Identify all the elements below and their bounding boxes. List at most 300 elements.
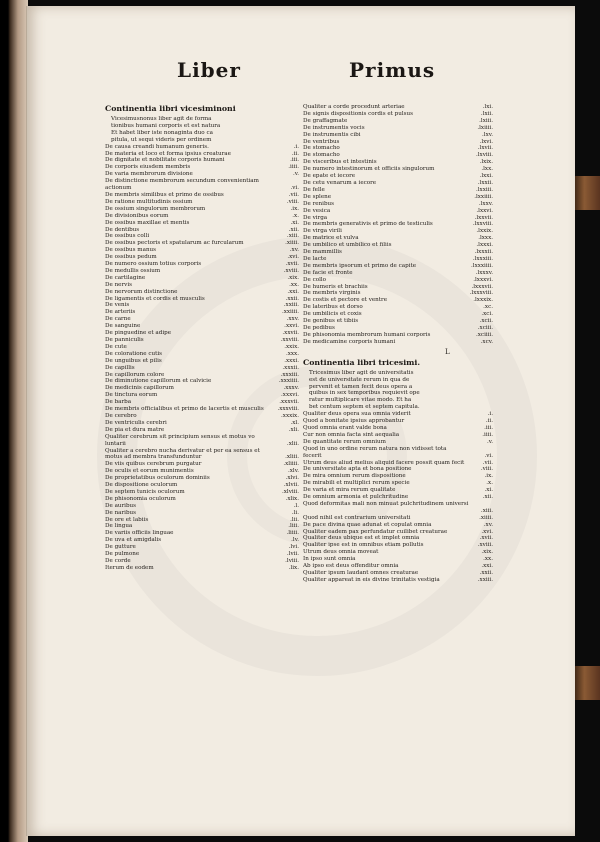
toc-entry [303, 563, 493, 570]
toc-entry-number: .xxxv. [283, 385, 299, 392]
toc-entry-number: .lxxix. [476, 228, 493, 235]
toc-entry [303, 132, 493, 139]
toc-entry-number: .liiii. [286, 530, 299, 537]
toc-entry [105, 358, 299, 365]
toc-entry-title: motus ad membra transfunduntur [105, 454, 202, 461]
toc-entry [105, 254, 299, 261]
toc-entry-title: Quod nihil est contrarium universitati [303, 514, 411, 521]
toc-entry-number: .ii. [291, 150, 299, 157]
toc-entry [105, 392, 299, 399]
toc-entry-title: De pedibus [303, 325, 335, 331]
toc-entry-number: .xvii. [285, 261, 299, 268]
toc-entry-number: .xiii. [480, 507, 493, 514]
toc-entry-title: De divisionibus eorum [105, 212, 169, 219]
toc-entry-number: .lxxviii. [472, 221, 493, 228]
toc-entry-number: .lxvi. [479, 138, 493, 145]
toc-entry-title: De cetu venarum a iecore [303, 179, 377, 186]
toc-entry-title: De auribus [105, 502, 137, 509]
toc-entry-title: De pia et dura matre [105, 426, 165, 433]
toc-entry [105, 558, 299, 565]
toc-entry [303, 432, 493, 439]
toc-entry [105, 192, 299, 199]
toc-entry [105, 517, 299, 524]
toc-entry [105, 233, 299, 240]
right-column-entries-2 [303, 411, 493, 584]
toc-entry-number: .xi. [484, 487, 493, 494]
toc-entry-number: .iiii. [288, 164, 299, 171]
toc-entry-title: De epate et iecore [303, 173, 356, 180]
toc-entry-number: .xli. [288, 426, 299, 433]
toc-entry [105, 523, 299, 530]
toc-entry [105, 385, 299, 392]
toc-entry-number: .vi. [290, 185, 299, 192]
toc-entry-title: De nervis [105, 281, 132, 288]
toc-entry [303, 221, 493, 228]
toc-entry [105, 510, 299, 517]
toc-entry-title: De facie et fronte [303, 269, 353, 276]
toc-entry-number: .lxxv. [478, 200, 493, 207]
toc-entry [303, 215, 493, 222]
toc-entry [303, 425, 493, 432]
toc-entry [105, 351, 299, 358]
toc-entry [303, 111, 493, 118]
intro-line: pitula, ut sequi videris per ordinem [111, 136, 212, 143]
toc-entry-title: De ventribus [303, 138, 340, 145]
toc-entry-number: .iii. [290, 157, 299, 164]
toc-entry-number: .iiii. [482, 431, 493, 438]
toc-entry [303, 152, 493, 159]
toc-entry-title: Ab ipso est deus offenditur omnia [303, 563, 399, 570]
toc-entry-title: De humeris et brachiis [303, 283, 368, 290]
toc-entry [303, 515, 493, 522]
intro-line: ratur multiplicare vitae modo. Et ha [309, 397, 412, 404]
toc-entry-number [296, 434, 299, 441]
section-mark: L [445, 347, 450, 356]
right-column-heading: Continentia libri tricesimi. [303, 357, 421, 367]
toc-entry [303, 473, 493, 480]
binding-strap-top [574, 176, 600, 210]
toc-entry [105, 178, 299, 185]
toc-entry-title: De membris virginis [303, 290, 361, 297]
toc-entry [303, 242, 493, 249]
toc-entry-title: De ossibus maxillae et mentis [105, 219, 190, 226]
toc-entry-title: Quod in uno ordine rerum natura non vidisset tota [303, 445, 447, 452]
toc-entry-title: De collo [303, 276, 327, 283]
toc-entry-title: De ventriculis cerebri [105, 419, 167, 426]
toc-entry-title: De ore et labiis [105, 516, 149, 523]
toc-entry-title: Utrum deus aliud melius aliquid facere possit quam fecit [303, 459, 465, 466]
left-column-intro [105, 116, 299, 144]
toc-entry [105, 268, 299, 275]
toc-entry-title: De stomacho [303, 145, 340, 152]
right-column-intro [303, 370, 493, 411]
toc-entry-number: .xiiii. [479, 514, 493, 521]
toc-entry-number [490, 446, 493, 453]
toc-entry [303, 556, 493, 563]
toc-entry-title: De cerebro [105, 412, 137, 419]
toc-entry-number: .xcv. [480, 338, 493, 345]
toc-entry-number: .lvi. [288, 544, 299, 551]
toc-entry-number: .xviii. [477, 542, 493, 549]
toc-entry [105, 171, 299, 178]
toc-entry-title: De mira omnium rerum dispositione [303, 473, 406, 480]
toc-entry-number: .xiiii. [285, 240, 299, 247]
toc-entry-title: De medicinis capillorum [105, 385, 174, 392]
toc-entry-title: De ossibus pectoris et spatularum ac furcularum [105, 240, 244, 247]
toc-entry-number: .xcii. [479, 318, 493, 325]
toc-entry-number: .lxxxix. [473, 297, 493, 304]
toc-entry [303, 318, 493, 325]
toc-entry-number: .xxi. [287, 288, 299, 295]
toc-entry-number: .lxii. [480, 110, 493, 117]
toc-entry-title: De corporis eiusdem membris [105, 164, 191, 171]
toc-entry [303, 508, 493, 515]
toc-entry-number: .xxxii. [282, 364, 299, 371]
toc-entry-title: De lingua [105, 523, 133, 530]
toc-entry-title: De barba [105, 399, 132, 406]
toc-entry-title: Qualiter appareat in eis divine trinitatis vestigia [303, 576, 440, 583]
toc-entry-number: .xxxvi. [281, 392, 299, 399]
toc-entry-number [490, 501, 493, 508]
toc-entry-number: .l. [293, 502, 299, 509]
toc-entry [105, 454, 299, 461]
toc-entry [105, 399, 299, 406]
toc-entry [303, 297, 493, 304]
toc-entry-title: De proprietatibus oculorum dominiis [105, 475, 210, 482]
toc-entry-number: .xxix. [284, 343, 299, 350]
toc-entry-number: .xl. [290, 419, 299, 426]
toc-entry-number: .xxi. [481, 563, 493, 570]
toc-entry [105, 213, 299, 220]
toc-entry [105, 185, 299, 192]
toc-entry [303, 166, 493, 173]
toc-entry [105, 482, 299, 489]
toc-entry-title: De dignitate et nobilitate corporis humani [105, 157, 225, 164]
toc-entry [105, 503, 299, 510]
toc-entry-title: De pulmone [105, 551, 140, 558]
toc-entry-number [296, 178, 299, 185]
toc-entry [105, 468, 299, 475]
toc-entry-number: .xliiii. [283, 461, 299, 468]
toc-entry-title: De variis officiis linguae [105, 530, 174, 537]
toc-entry-number: .i. [293, 143, 299, 150]
toc-entry [105, 344, 299, 351]
toc-entry [105, 475, 299, 482]
toc-entry-number: .xxiii. [477, 576, 493, 583]
toc-entry-title: In ipso sunt omnia [303, 556, 356, 563]
toc-entry [303, 187, 493, 194]
toc-entry-title: Quod a bonitate ipsius approbantur [303, 418, 405, 425]
toc-entry-number: .xv. [483, 521, 493, 528]
toc-entry-title: De corde [105, 558, 131, 564]
toc-entry-title: De coloratione cutis [105, 350, 162, 357]
toc-entry-title: De instrumentis cibi [303, 131, 361, 138]
toc-entry [105, 220, 299, 227]
toc-entry-title: De materia et loco et forma ipsius creaturae [105, 150, 231, 157]
toc-entry [303, 480, 493, 487]
toc-entry [303, 235, 493, 242]
toc-entry-title: De medicamine corporis humani [303, 338, 396, 345]
toc-entry [303, 529, 493, 536]
toc-entry [303, 418, 493, 425]
toc-entry-number: .xxxiiii. [278, 378, 299, 385]
running-head-right: Primus [349, 58, 436, 82]
toc-entry [105, 316, 299, 323]
toc-entry [303, 270, 493, 277]
toc-entry [303, 570, 493, 577]
toc-entry [303, 249, 493, 256]
toc-entry-number: .lv. [291, 537, 299, 544]
toc-entry-title: De septem tunicis oculorum [105, 488, 185, 495]
toc-entry-number: .viii. [286, 198, 299, 205]
toc-entry [105, 227, 299, 234]
toc-entry-title: De vesica [303, 207, 331, 214]
toc-entry-title: De panniculis [105, 337, 144, 343]
toc-entry-title: De matrice et vulva [303, 235, 359, 242]
toc-entry [105, 427, 299, 434]
toc-entry [303, 446, 493, 453]
toc-entry-number: .xiii. [286, 233, 299, 240]
toc-entry [303, 332, 493, 339]
toc-entry-number: .lxxvii. [474, 214, 493, 221]
toc-entry-number: .v. [486, 438, 493, 445]
toc-entry-title: De dispositione oculorum [105, 482, 178, 489]
toc-entry-title: Qualiter deus opera sua omnia viderit [303, 411, 411, 418]
toc-entry-title: De mammillis [303, 249, 342, 256]
toc-entry-title: De ossibus colli [105, 233, 150, 240]
toc-entry-number: .vi. [484, 452, 493, 459]
toc-entry [105, 164, 299, 171]
toc-entry-title: De graffagmate [303, 117, 348, 124]
toc-entry [303, 466, 493, 473]
toc-entry-title: De diminutione capillorum et calvicie [105, 378, 212, 385]
toc-entry [105, 434, 299, 441]
toc-entry-number: .xxiii. [283, 302, 299, 309]
toc-entry-title: luntarii [105, 440, 126, 447]
toc-entry-title: De dentibus [105, 226, 140, 233]
toc-entry-number: .xxxi. [284, 357, 299, 364]
toc-entry [105, 199, 299, 206]
toc-entry [105, 261, 299, 268]
toc-entry-number: .vii. [288, 191, 299, 198]
toc-entry-number: .xlviii. [281, 488, 299, 495]
toc-entry [105, 365, 299, 372]
toc-entry [303, 311, 493, 318]
intro-line: Vicesimusnonus liber agit de forma [111, 116, 212, 122]
toc-entry-title: De lacte [303, 255, 327, 262]
toc-entry-number: .liii. [288, 523, 299, 530]
toc-entry-number: .lxxxi. [476, 242, 493, 249]
toc-entry-number: .lxxxiii. [472, 255, 493, 262]
toc-entry-title: actionum [105, 185, 132, 192]
toc-entry [303, 139, 493, 146]
toc-entry-number: .x. [292, 212, 299, 219]
toc-entry-number: .xciii. [477, 325, 493, 331]
toc-entry-title: De signis dispositionis cordis et pulsus [303, 110, 413, 117]
toc-entry-title: De sanguine [105, 323, 141, 330]
binding-strap-bottom [574, 666, 600, 700]
toc-entry-number: .lxxvi. [476, 207, 493, 214]
toc-entry [303, 494, 493, 501]
toc-entry-number: .xxii. [285, 295, 299, 302]
toc-entry-number: .xv. [289, 247, 299, 254]
toc-entry [105, 537, 299, 544]
toc-entry-title: De virga [303, 214, 328, 221]
toc-entry [303, 460, 493, 467]
toc-entry [105, 151, 299, 158]
toc-entry [303, 325, 493, 332]
toc-entry [303, 577, 493, 584]
toc-entry-number: .xii. [288, 226, 299, 233]
toc-entry-title: Quod deformitas mali non minuat pulchritudinem universi [303, 500, 469, 507]
toc-entry-title: De felle [303, 186, 325, 193]
toc-entry-number: .ix. [290, 205, 299, 212]
toc-entry-title: Iterum de eodem [105, 564, 154, 571]
toc-entry [105, 337, 299, 344]
toc-entry [303, 194, 493, 201]
toc-entry [105, 275, 299, 282]
toc-entry-number: .xx. [483, 556, 493, 563]
toc-entry-title: fecerit [303, 452, 322, 459]
toc-entry-title: Qualiter a corde procedunt arteriae [303, 104, 405, 110]
toc-entry [303, 439, 493, 446]
toc-entry-number: .lxiiii. [477, 124, 493, 131]
toc-entry-title: De ossibus pedum [105, 254, 157, 261]
toc-entry [303, 453, 493, 460]
toc-entry-number: .xxxviii. [277, 406, 299, 413]
intro-line: quibus in sex temporibus requievit ope [309, 390, 420, 397]
toc-entry-number: .xliii. [285, 454, 299, 461]
intro-line: Et habet liber iste nonaginta duo ca [111, 129, 213, 136]
toc-entry-title: De splene [303, 193, 332, 200]
toc-entry [105, 530, 299, 537]
right-column-entries [303, 104, 493, 346]
toc-entry-number: .xviii. [283, 267, 299, 274]
toc-entry [105, 372, 299, 379]
toc-entry-number: .xix. [287, 274, 299, 281]
toc-entry [105, 441, 299, 448]
toc-entry [105, 157, 299, 164]
toc-entry [105, 378, 299, 385]
intro-line: bet centum septem et septem capitula. [309, 404, 420, 411]
toc-entry-number: .ii. [485, 418, 493, 425]
left-column-entries [105, 144, 299, 572]
toc-entry-title: De membris generativis et primo de testiculis [303, 221, 433, 228]
toc-entry-title: De arteriis [105, 309, 136, 316]
toc-entry-title: De nervorum distinctione [105, 288, 178, 295]
toc-entry-title: De membris ipsorum et primo de capite [303, 262, 417, 269]
toc-entry [105, 302, 299, 309]
toc-entry-number: .lii. [290, 516, 299, 523]
toc-entry-number: .v. [292, 171, 299, 178]
toc-entry-title: De ligamentis et cordis et musculis [105, 295, 205, 302]
intro-line: est de universitate rerum in qua de [309, 376, 410, 383]
toc-entry-number: .lxxxviii. [469, 290, 493, 297]
toc-entry-number: .lvii. [286, 551, 299, 558]
toc-entry-number: .lxxi. [479, 173, 493, 180]
toc-entry-title: De tinctura eorum [105, 392, 158, 399]
toc-entry [303, 522, 493, 529]
toc-entry-title: De cute [105, 343, 127, 350]
toc-entry [303, 542, 493, 549]
book-page [26, 6, 575, 836]
toc-entry-number: .lxxx. [478, 235, 493, 242]
toc-entry-title: De umbilicis et coxis [303, 311, 362, 318]
toc-entry-number: .xxvi. [284, 323, 299, 330]
toc-entry-number: .xlv. [288, 468, 299, 475]
toc-entry-number: .i. [487, 411, 493, 418]
toc-entry [105, 330, 299, 337]
toc-entry-title: De varia membrorum divisione [105, 171, 193, 178]
toc-entry-title: De naribus [105, 509, 137, 516]
toc-entry-number: .lxi. [482, 104, 493, 110]
toc-entry-title: De genibus et tibiis [303, 318, 359, 325]
toc-entry-title: De omnium armonia et pulchritudine [303, 494, 409, 501]
book-gutter [0, 0, 28, 842]
toc-entry-title: De numero intestinorum et officiis singulorum [303, 166, 435, 173]
toc-entry [105, 565, 299, 572]
toc-entry-number: .viii. [480, 466, 493, 473]
toc-entry [303, 304, 493, 311]
toc-entry-title: De mirabili et multiplici rerum specie [303, 480, 410, 487]
toc-entry-title: De phisonomia oculorum [105, 495, 176, 502]
toc-entry-number: .li. [291, 509, 299, 516]
toc-entry-title: Qualiter ipsum laudant omnes creaturae [303, 570, 419, 576]
toc-entry-number: .xxxiii. [280, 371, 299, 378]
toc-entry-number: .lxxxii. [474, 249, 493, 256]
toc-entry-title: Qualiter eadem pax perfundatur cuilibet creaturae [303, 528, 448, 535]
toc-entry-number: .xlix. [285, 495, 299, 502]
toc-entry-number: .lxx. [481, 166, 493, 173]
toc-entry-number: .xii. [482, 494, 493, 501]
toc-entry-title: De causa creandi humanum generis. [105, 143, 209, 150]
toc-entry [303, 208, 493, 215]
toc-entry-number: .lxxiiii. [474, 193, 493, 200]
toc-entry [105, 247, 299, 254]
toc-entry-title: De cartilagine [105, 274, 146, 281]
toc-entry-title: De membris similibus et primo de ossibus [105, 191, 224, 198]
toc-entry-title: De costis et pectore et ventre [303, 297, 388, 304]
toc-entry [303, 277, 493, 284]
left-column [105, 104, 299, 572]
toc-entry-title [303, 508, 478, 515]
toc-entry-number: .xc. [483, 304, 493, 311]
toc-entry-number: .xxvii. [282, 330, 299, 337]
toc-entry-number: .xxx. [285, 350, 299, 357]
toc-entry [105, 309, 299, 316]
toc-entry-number: .lxxxvii. [471, 283, 493, 290]
toc-entry [105, 144, 299, 151]
toc-entry-number: .xvi. [481, 528, 493, 535]
toc-entry-title: Quod omnia erant valde bona [303, 424, 387, 431]
toc-entry-title: De membris officialibus et primo de lacertis et musculis [105, 406, 264, 413]
toc-entry [303, 549, 493, 556]
toc-entry-number: .lxxii. [477, 179, 493, 186]
toc-entry [303, 535, 493, 542]
toc-entry-title: De stomacho [303, 152, 340, 159]
toc-entry [105, 420, 299, 427]
toc-entry-title: De medullis ossium [105, 267, 161, 274]
toc-entry [303, 201, 493, 208]
toc-entry [303, 487, 493, 494]
toc-entry-number: .xciiii. [476, 331, 493, 338]
toc-entry-title: De ossium singulorum membrorum [105, 205, 206, 212]
toc-entry-number: .xlii. [286, 440, 299, 447]
toc-entry-title: De capillis [105, 364, 135, 371]
toc-entry [105, 413, 299, 420]
toc-entry [303, 290, 493, 297]
toc-entry-number: .xlvii. [283, 482, 299, 489]
